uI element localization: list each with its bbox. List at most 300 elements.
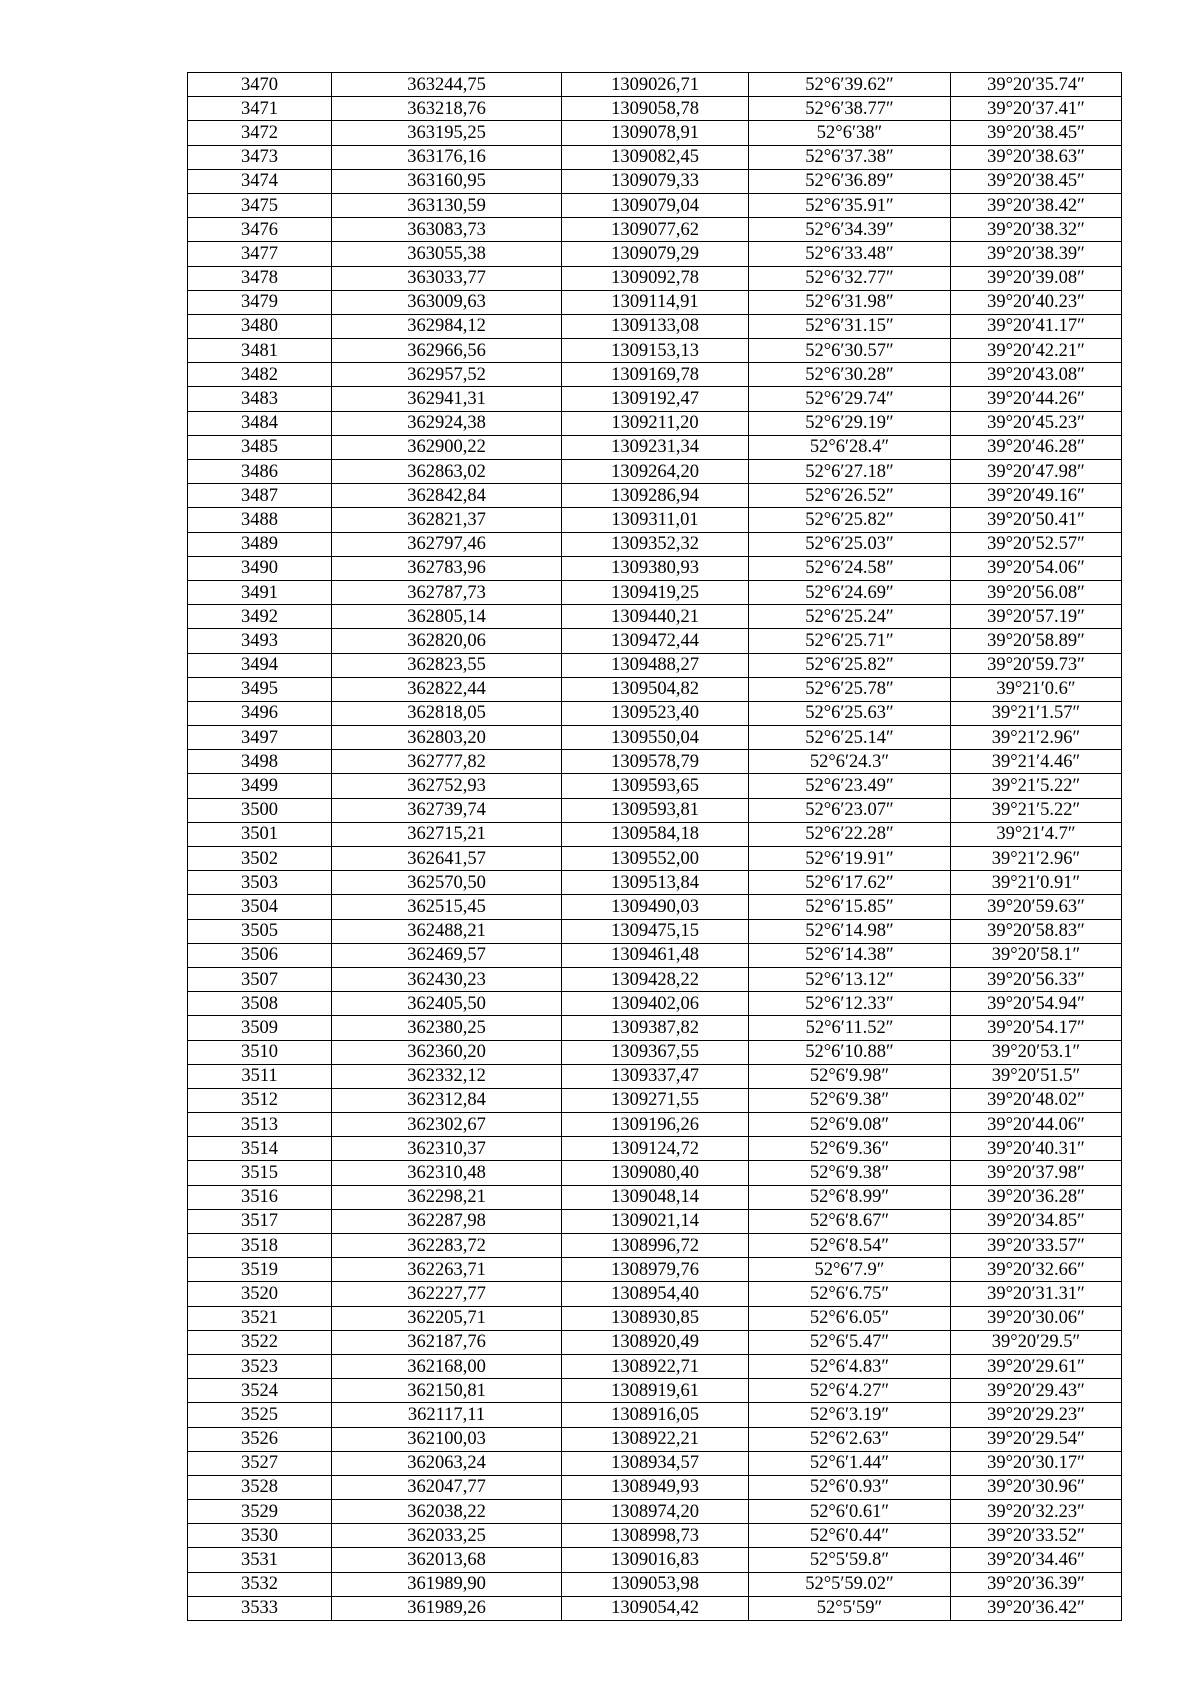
x-coordinate-cell: 362287,98: [332, 1209, 562, 1233]
point-number-cell: 3484: [188, 411, 332, 435]
table-row: [188, 1596, 1122, 1620]
longitude-cell: 39°20′54.94″: [951, 992, 1122, 1016]
y-coordinate-cell: 1308930,85: [562, 1306, 749, 1330]
y-coordinate-cell: 1309124,72: [562, 1137, 749, 1161]
longitude-cell: 39°20′29.5″: [951, 1330, 1122, 1354]
table-row: [188, 1500, 1122, 1524]
x-coordinate-cell: 362924,38: [332, 411, 562, 435]
longitude-cell: 39°20′37.41″: [951, 97, 1122, 121]
y-coordinate-cell: 1309419,25: [562, 580, 749, 604]
table-row: [188, 677, 1122, 701]
longitude-cell: 39°20′30.96″: [951, 1475, 1122, 1499]
x-coordinate-cell: 362332,12: [332, 1064, 562, 1088]
x-coordinate-cell: 362715,21: [332, 822, 562, 846]
y-coordinate-cell: 1309196,26: [562, 1113, 749, 1137]
longitude-cell: 39°20′51.5″: [951, 1064, 1122, 1088]
point-number-cell: 3512: [188, 1088, 332, 1112]
y-coordinate-cell: 1309079,33: [562, 169, 749, 193]
point-number-cell: 3481: [188, 339, 332, 363]
point-number-cell: 3489: [188, 532, 332, 556]
latitude-cell: 52°6′13.12″: [749, 967, 951, 991]
table-row: [188, 1330, 1122, 1354]
point-number-cell: 3499: [188, 774, 332, 798]
x-coordinate-cell: 362117,11: [332, 1403, 562, 1427]
latitude-cell: 52°6′39.62″: [749, 73, 951, 97]
table-row: [188, 314, 1122, 338]
longitude-cell: 39°20′57.19″: [951, 605, 1122, 629]
y-coordinate-cell: 1308922,71: [562, 1354, 749, 1378]
table-row: [188, 1524, 1122, 1548]
x-coordinate-cell: 362187,76: [332, 1330, 562, 1354]
point-number-cell: 3491: [188, 580, 332, 604]
point-number-cell: 3473: [188, 145, 332, 169]
table-row: [188, 508, 1122, 532]
point-number-cell: 3508: [188, 992, 332, 1016]
x-coordinate-cell: 362312,84: [332, 1088, 562, 1112]
x-coordinate-cell: 362805,14: [332, 605, 562, 629]
y-coordinate-cell: 1309337,47: [562, 1064, 749, 1088]
latitude-cell: 52°6′6.75″: [749, 1282, 951, 1306]
x-coordinate-cell: 362739,74: [332, 798, 562, 822]
latitude-cell: 52°6′0.44″: [749, 1524, 951, 1548]
longitude-cell: 39°20′52.57″: [951, 532, 1122, 556]
latitude-cell: 52°5′59.8″: [749, 1548, 951, 1572]
table-row: [188, 1113, 1122, 1137]
table-row: [188, 1161, 1122, 1185]
table-row: [188, 1548, 1122, 1572]
y-coordinate-cell: 1309021,14: [562, 1209, 749, 1233]
y-coordinate-cell: 1309026,71: [562, 73, 749, 97]
table-row: [188, 73, 1122, 97]
latitude-cell: 52°6′29.19″: [749, 411, 951, 435]
latitude-cell: 52°6′14.38″: [749, 943, 951, 967]
latitude-cell: 52°6′28.4″: [749, 435, 951, 459]
longitude-cell: 39°20′38.39″: [951, 242, 1122, 266]
x-coordinate-cell: 362515,45: [332, 895, 562, 919]
longitude-cell: 39°20′34.46″: [951, 1548, 1122, 1572]
table-row: [188, 798, 1122, 822]
latitude-cell: 52°6′10.88″: [749, 1040, 951, 1064]
table-row: [188, 411, 1122, 435]
point-number-cell: 3514: [188, 1137, 332, 1161]
point-number-cell: 3476: [188, 218, 332, 242]
longitude-cell: 39°20′29.23″: [951, 1403, 1122, 1427]
longitude-cell: 39°20′29.61″: [951, 1354, 1122, 1378]
y-coordinate-cell: 1309550,04: [562, 726, 749, 750]
x-coordinate-cell: 362310,37: [332, 1137, 562, 1161]
x-coordinate-cell: 362957,52: [332, 363, 562, 387]
x-coordinate-cell: 362797,46: [332, 532, 562, 556]
y-coordinate-cell: 1309080,40: [562, 1161, 749, 1185]
point-number-cell: 3478: [188, 266, 332, 290]
y-coordinate-cell: 1309114,91: [562, 290, 749, 314]
latitude-cell: 52°6′25.03″: [749, 532, 951, 556]
longitude-cell: 39°20′36.42″: [951, 1596, 1122, 1620]
point-number-cell: 3482: [188, 363, 332, 387]
point-number-cell: 3520: [188, 1282, 332, 1306]
y-coordinate-cell: 1309078,91: [562, 121, 749, 145]
x-coordinate-cell: 362263,71: [332, 1258, 562, 1282]
point-number-cell: 3523: [188, 1354, 332, 1378]
latitude-cell: 52°6′5.47″: [749, 1330, 951, 1354]
point-number-cell: 3519: [188, 1258, 332, 1282]
table-row: [188, 1137, 1122, 1161]
y-coordinate-cell: 1309053,98: [562, 1572, 749, 1596]
latitude-cell: 52°6′12.33″: [749, 992, 951, 1016]
y-coordinate-cell: 1308916,05: [562, 1403, 749, 1427]
point-number-cell: 3528: [188, 1475, 332, 1499]
table-row: [188, 726, 1122, 750]
y-coordinate-cell: 1309271,55: [562, 1088, 749, 1112]
point-number-cell: 3480: [188, 314, 332, 338]
latitude-cell: 52°6′25.24″: [749, 605, 951, 629]
table-row: [188, 750, 1122, 774]
point-number-cell: 3485: [188, 435, 332, 459]
table-row: [188, 1451, 1122, 1475]
longitude-cell: 39°20′32.23″: [951, 1500, 1122, 1524]
y-coordinate-cell: 1309231,34: [562, 435, 749, 459]
longitude-cell: 39°20′33.57″: [951, 1234, 1122, 1258]
latitude-cell: 52°6′11.52″: [749, 1016, 951, 1040]
x-coordinate-cell: 363009,63: [332, 290, 562, 314]
latitude-cell: 52°6′9.38″: [749, 1088, 951, 1112]
point-number-cell: 3483: [188, 387, 332, 411]
y-coordinate-cell: 1309380,93: [562, 556, 749, 580]
point-number-cell: 3474: [188, 169, 332, 193]
point-number-cell: 3496: [188, 701, 332, 725]
x-coordinate-cell: 362984,12: [332, 314, 562, 338]
point-number-cell: 3516: [188, 1185, 332, 1209]
longitude-cell: 39°21′0.6″: [951, 677, 1122, 701]
table-row: [188, 193, 1122, 217]
table-row: [188, 435, 1122, 459]
latitude-cell: 52°6′1.44″: [749, 1451, 951, 1475]
table-row: [188, 943, 1122, 967]
x-coordinate-cell: 363083,73: [332, 218, 562, 242]
y-coordinate-cell: 1309440,21: [562, 605, 749, 629]
table-row: [188, 218, 1122, 242]
x-coordinate-cell: 362752,93: [332, 774, 562, 798]
latitude-cell: 52°6′27.18″: [749, 460, 951, 484]
latitude-cell: 52°6′8.54″: [749, 1234, 951, 1258]
latitude-cell: 52°6′25.71″: [749, 629, 951, 653]
latitude-cell: 52°6′34.39″: [749, 218, 951, 242]
point-number-cell: 3511: [188, 1064, 332, 1088]
table-row: [188, 1282, 1122, 1306]
point-number-cell: 3521: [188, 1306, 332, 1330]
table-row: [188, 1475, 1122, 1499]
latitude-cell: 52°6′19.91″: [749, 847, 951, 871]
y-coordinate-cell: 1309513,84: [562, 871, 749, 895]
point-number-cell: 3471: [188, 97, 332, 121]
x-coordinate-cell: 361989,90: [332, 1572, 562, 1596]
point-number-cell: 3500: [188, 798, 332, 822]
table-row: [188, 1427, 1122, 1451]
longitude-cell: 39°20′33.52″: [951, 1524, 1122, 1548]
point-number-cell: 3475: [188, 193, 332, 217]
latitude-cell: 52°6′33.48″: [749, 242, 951, 266]
y-coordinate-cell: 1309048,14: [562, 1185, 749, 1209]
longitude-cell: 39°21′2.96″: [951, 726, 1122, 750]
longitude-cell: 39°21′1.57″: [951, 701, 1122, 725]
y-coordinate-cell: 1308998,73: [562, 1524, 749, 1548]
point-number-cell: 3532: [188, 1572, 332, 1596]
latitude-cell: 52°6′38.77″: [749, 97, 951, 121]
longitude-cell: 39°20′36.39″: [951, 1572, 1122, 1596]
y-coordinate-cell: 1308922,21: [562, 1427, 749, 1451]
latitude-cell: 52°6′8.67″: [749, 1209, 951, 1233]
table-row: [188, 1379, 1122, 1403]
table-row: [188, 1040, 1122, 1064]
longitude-cell: 39°20′45.23″: [951, 411, 1122, 435]
y-coordinate-cell: 1308979,76: [562, 1258, 749, 1282]
longitude-cell: 39°20′34.85″: [951, 1209, 1122, 1233]
longitude-cell: 39°20′31.31″: [951, 1282, 1122, 1306]
longitude-cell: 39°20′38.42″: [951, 193, 1122, 217]
latitude-cell: 52°6′26.52″: [749, 484, 951, 508]
latitude-cell: 52°6′24.58″: [749, 556, 951, 580]
x-coordinate-cell: 362488,21: [332, 919, 562, 943]
point-number-cell: 3495: [188, 677, 332, 701]
y-coordinate-cell: 1309490,03: [562, 895, 749, 919]
point-number-cell: 3470: [188, 73, 332, 97]
point-number-cell: 3524: [188, 1379, 332, 1403]
x-coordinate-cell: 363176,16: [332, 145, 562, 169]
table-row: [188, 895, 1122, 919]
longitude-cell: 39°20′54.17″: [951, 1016, 1122, 1040]
table-row: [188, 1403, 1122, 1427]
longitude-cell: 39°20′39.08″: [951, 266, 1122, 290]
y-coordinate-cell: 1309077,62: [562, 218, 749, 242]
latitude-cell: 52°6′9.08″: [749, 1113, 951, 1137]
x-coordinate-cell: 362405,50: [332, 992, 562, 1016]
longitude-cell: 39°20′44.06″: [951, 1113, 1122, 1137]
y-coordinate-cell: 1309058,78: [562, 97, 749, 121]
longitude-cell: 39°20′42.21″: [951, 339, 1122, 363]
y-coordinate-cell: 1309552,00: [562, 847, 749, 871]
x-coordinate-cell: 362150,81: [332, 1379, 562, 1403]
point-number-cell: 3487: [188, 484, 332, 508]
x-coordinate-cell: 363160,95: [332, 169, 562, 193]
longitude-cell: 39°20′58.83″: [951, 919, 1122, 943]
longitude-cell: 39°20′50.41″: [951, 508, 1122, 532]
latitude-cell: 52°6′4.83″: [749, 1354, 951, 1378]
longitude-cell: 39°20′54.06″: [951, 556, 1122, 580]
latitude-cell: 52°6′14.98″: [749, 919, 951, 943]
latitude-cell: 52°5′59.02″: [749, 1572, 951, 1596]
table-row: [188, 822, 1122, 846]
point-number-cell: 3526: [188, 1427, 332, 1451]
x-coordinate-cell: 362298,21: [332, 1185, 562, 1209]
table-row: [188, 145, 1122, 169]
longitude-cell: 39°20′29.43″: [951, 1379, 1122, 1403]
point-number-cell: 3486: [188, 460, 332, 484]
latitude-cell: 52°6′0.61″: [749, 1500, 951, 1524]
point-number-cell: 3493: [188, 629, 332, 653]
x-coordinate-cell: 362863,02: [332, 460, 562, 484]
table-row: [188, 847, 1122, 871]
y-coordinate-cell: 1309192,47: [562, 387, 749, 411]
longitude-cell: 39°20′47.98″: [951, 460, 1122, 484]
x-coordinate-cell: 362302,67: [332, 1113, 562, 1137]
y-coordinate-cell: 1309428,22: [562, 967, 749, 991]
point-number-cell: 3525: [188, 1403, 332, 1427]
table-row: [188, 484, 1122, 508]
latitude-cell: 52°6′29.74″: [749, 387, 951, 411]
table-row: [188, 580, 1122, 604]
point-number-cell: 3509: [188, 1016, 332, 1040]
x-coordinate-cell: 362941,31: [332, 387, 562, 411]
x-coordinate-cell: 363033,77: [332, 266, 562, 290]
table-row: [188, 1185, 1122, 1209]
latitude-cell: 52°6′4.27″: [749, 1379, 951, 1403]
x-coordinate-cell: 362818,05: [332, 701, 562, 725]
latitude-cell: 52°6′9.38″: [749, 1161, 951, 1185]
table-row: [188, 1088, 1122, 1112]
latitude-cell: 52°6′31.98″: [749, 290, 951, 314]
x-coordinate-cell: 362820,06: [332, 629, 562, 653]
point-number-cell: 3490: [188, 556, 332, 580]
table-row: [188, 1572, 1122, 1596]
table-row: [188, 387, 1122, 411]
longitude-cell: 39°20′30.17″: [951, 1451, 1122, 1475]
longitude-cell: 39°20′56.33″: [951, 967, 1122, 991]
table-row: [188, 871, 1122, 895]
point-number-cell: 3510: [188, 1040, 332, 1064]
longitude-cell: 39°20′38.63″: [951, 145, 1122, 169]
longitude-cell: 39°20′38.45″: [951, 121, 1122, 145]
y-coordinate-cell: 1309475,15: [562, 919, 749, 943]
latitude-cell: 52°6′32.77″: [749, 266, 951, 290]
table-row: [188, 701, 1122, 725]
y-coordinate-cell: 1309504,82: [562, 677, 749, 701]
y-coordinate-cell: 1309133,08: [562, 314, 749, 338]
point-number-cell: 3530: [188, 1524, 332, 1548]
x-coordinate-cell: 362310,48: [332, 1161, 562, 1185]
table-row: [188, 1234, 1122, 1258]
x-coordinate-cell: 363244,75: [332, 73, 562, 97]
y-coordinate-cell: 1308920,49: [562, 1330, 749, 1354]
y-coordinate-cell: 1309082,45: [562, 145, 749, 169]
y-coordinate-cell: 1309092,78: [562, 266, 749, 290]
x-coordinate-cell: 362570,50: [332, 871, 562, 895]
y-coordinate-cell: 1309584,18: [562, 822, 749, 846]
table-row: [188, 242, 1122, 266]
x-coordinate-cell: 361989,26: [332, 1596, 562, 1620]
latitude-cell: 52°6′7.9″: [749, 1258, 951, 1282]
longitude-cell: 39°20′49.16″: [951, 484, 1122, 508]
x-coordinate-cell: 362777,82: [332, 750, 562, 774]
longitude-cell: 39°20′43.08″: [951, 363, 1122, 387]
table-row: [188, 1306, 1122, 1330]
coordinates-table-body: [188, 73, 1122, 1621]
point-number-cell: 3531: [188, 1548, 332, 1572]
point-number-cell: 3527: [188, 1451, 332, 1475]
longitude-cell: 39°20′59.63″: [951, 895, 1122, 919]
latitude-cell: 52°6′3.19″: [749, 1403, 951, 1427]
latitude-cell: 52°6′9.36″: [749, 1137, 951, 1161]
x-coordinate-cell: 362360,20: [332, 1040, 562, 1064]
longitude-cell: 39°21′5.22″: [951, 798, 1122, 822]
table-row: [188, 339, 1122, 363]
longitude-cell: 39°20′35.74″: [951, 73, 1122, 97]
table-row: [188, 266, 1122, 290]
y-coordinate-cell: 1309286,94: [562, 484, 749, 508]
latitude-cell: 52°6′30.57″: [749, 339, 951, 363]
x-coordinate-cell: 362783,96: [332, 556, 562, 580]
longitude-cell: 39°20′37.98″: [951, 1161, 1122, 1185]
x-coordinate-cell: 362823,55: [332, 653, 562, 677]
y-coordinate-cell: 1308954,40: [562, 1282, 749, 1306]
x-coordinate-cell: 362822,44: [332, 677, 562, 701]
point-number-cell: 3488: [188, 508, 332, 532]
latitude-cell: 52°6′25.63″: [749, 701, 951, 725]
y-coordinate-cell: 1309079,04: [562, 193, 749, 217]
latitude-cell: 52°6′15.85″: [749, 895, 951, 919]
y-coordinate-cell: 1309169,78: [562, 363, 749, 387]
point-number-cell: 3504: [188, 895, 332, 919]
longitude-cell: 39°20′40.23″: [951, 290, 1122, 314]
y-coordinate-cell: 1308949,93: [562, 1475, 749, 1499]
x-coordinate-cell: 363130,59: [332, 193, 562, 217]
y-coordinate-cell: 1308934,57: [562, 1451, 749, 1475]
latitude-cell: 52°6′30.28″: [749, 363, 951, 387]
longitude-cell: 39°21′5.22″: [951, 774, 1122, 798]
table-row: [188, 653, 1122, 677]
y-coordinate-cell: 1309311,01: [562, 508, 749, 532]
y-coordinate-cell: 1309593,81: [562, 798, 749, 822]
y-coordinate-cell: 1309472,44: [562, 629, 749, 653]
longitude-cell: 39°20′56.08″: [951, 580, 1122, 604]
x-coordinate-cell: 362430,23: [332, 967, 562, 991]
y-coordinate-cell: 1309488,27: [562, 653, 749, 677]
latitude-cell: 52°6′36.89″: [749, 169, 951, 193]
point-number-cell: 3507: [188, 967, 332, 991]
y-coordinate-cell: 1308996,72: [562, 1234, 749, 1258]
point-number-cell: 3497: [188, 726, 332, 750]
point-number-cell: 3477: [188, 242, 332, 266]
x-coordinate-cell: 362787,73: [332, 580, 562, 604]
y-coordinate-cell: 1309523,40: [562, 701, 749, 725]
table-row: [188, 363, 1122, 387]
x-coordinate-cell: 362900,22: [332, 435, 562, 459]
latitude-cell: 52°6′25.82″: [749, 508, 951, 532]
x-coordinate-cell: 362803,20: [332, 726, 562, 750]
y-coordinate-cell: 1309593,65: [562, 774, 749, 798]
latitude-cell: 52°6′22.28″: [749, 822, 951, 846]
x-coordinate-cell: 362821,37: [332, 508, 562, 532]
table-row: [188, 629, 1122, 653]
table-row: [188, 556, 1122, 580]
table-row: [188, 992, 1122, 1016]
latitude-cell: 52°6′23.07″: [749, 798, 951, 822]
latitude-cell: 52°6′37.38″: [749, 145, 951, 169]
latitude-cell: 52°6′6.05″: [749, 1306, 951, 1330]
y-coordinate-cell: 1308919,61: [562, 1379, 749, 1403]
latitude-cell: 52°6′25.78″: [749, 677, 951, 701]
point-number-cell: 3503: [188, 871, 332, 895]
latitude-cell: 52°6′31.15″: [749, 314, 951, 338]
longitude-cell: 39°20′58.1″: [951, 943, 1122, 967]
longitude-cell: 39°20′46.28″: [951, 435, 1122, 459]
x-coordinate-cell: 362966,56: [332, 339, 562, 363]
table-row: [188, 290, 1122, 314]
longitude-cell: 39°20′41.17″: [951, 314, 1122, 338]
latitude-cell: 52°6′17.62″: [749, 871, 951, 895]
point-number-cell: 3505: [188, 919, 332, 943]
y-coordinate-cell: 1309367,55: [562, 1040, 749, 1064]
point-number-cell: 3479: [188, 290, 332, 314]
